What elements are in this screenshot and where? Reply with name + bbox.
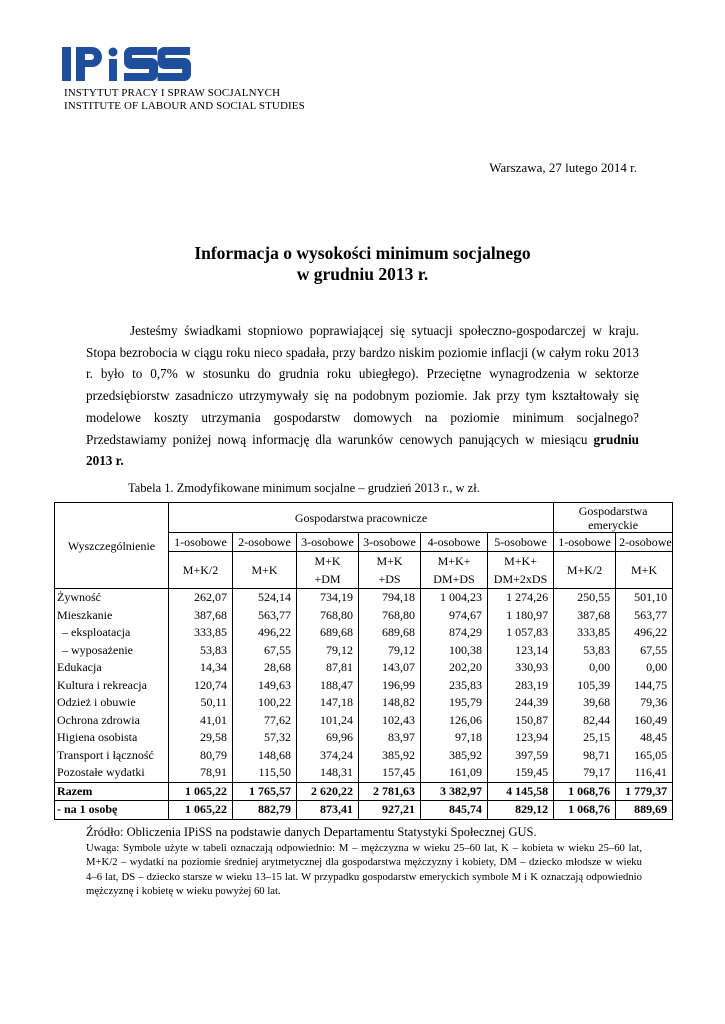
composition-line1: M+K (631, 563, 658, 577)
value-cell: 160,49 (616, 712, 673, 730)
composition-header-7 (554, 552, 616, 589)
composition-header-5 (421, 552, 488, 589)
value-cell: 4 145,58 (488, 782, 554, 801)
value-cell: 262,07 (169, 589, 233, 607)
composition-line2: DM+DS (433, 572, 475, 586)
size-header-7: 1-osobowe (554, 533, 616, 552)
value-cell: 3 382,97 (421, 782, 488, 801)
table-row (55, 801, 673, 820)
value-cell: 524,14 (233, 589, 297, 607)
institute-name-pl: INSTYTUT PRACY I SPRAW SOCJALNYCH (64, 87, 281, 99)
composition-header-1 (169, 552, 233, 589)
value-cell: 98,71 (554, 747, 616, 765)
value-cell: 143,07 (359, 659, 421, 677)
table-row (55, 677, 673, 695)
composition-line2: DM+2xDS (493, 572, 548, 586)
value-cell: 100,22 (233, 694, 297, 712)
value-cell: 385,92 (421, 747, 488, 765)
table-row (55, 694, 673, 712)
value-cell: 496,22 (233, 624, 297, 642)
value-cell: 79,36 (616, 694, 673, 712)
row-label: Odzież i obuwie (55, 694, 169, 712)
row-label: Pozostałe wydatki (55, 764, 169, 782)
value-cell: 100,38 (421, 642, 488, 660)
value-cell: 889,69 (616, 801, 673, 820)
group-workers-header: Gospodarstwa pracownicze (169, 503, 554, 533)
row-label: Edukacja (55, 659, 169, 677)
composition-line1: M+K+ (437, 554, 471, 568)
value-cell: 102,43 (359, 712, 421, 730)
value-cell: 374,24 (297, 747, 359, 765)
value-cell: 105,39 (554, 677, 616, 695)
value-cell: 126,06 (421, 712, 488, 730)
value-cell: 115,50 (233, 764, 297, 782)
size-header-1: 1-osobowe (169, 533, 233, 552)
value-cell: 48,45 (616, 729, 673, 747)
value-cell: 148,82 (359, 694, 421, 712)
value-cell: 501,10 (616, 589, 673, 607)
value-cell: 873,41 (297, 801, 359, 820)
value-cell: 496,22 (616, 624, 673, 642)
value-cell: 79,17 (554, 764, 616, 782)
value-cell: 144,75 (616, 677, 673, 695)
value-cell: 165,05 (616, 747, 673, 765)
composition-line2: +DS (378, 572, 401, 586)
table-row (55, 624, 673, 642)
table-note: Uwaga: Symbole użyte w tabeli oznaczają odpowiednio: M – mężczyzna w wieku 25–60 lat, K – kobieta w wieku 25–60 lat, M+K/2 – wydatki na poziomie średniej arytmetycznej dla gospodarstwa mężczyzny i kobiety, DM – dziecko młodsze w wieku 4–6 lat, DS – dziecko starsze w wieku 13–15 lat. W przypadku gospodarstw emeryckich symbole M i K oznaczają odpowiednio mężczyznę i kobietę w wieku powyżej 60 lat. (86, 842, 642, 897)
composition-line2: +DM (314, 572, 341, 586)
value-cell: 385,92 (359, 747, 421, 765)
value-cell: 1 765,57 (233, 782, 297, 801)
value-cell: 39,68 (554, 694, 616, 712)
table-row (55, 764, 673, 782)
row-label: - na 1 osobę (55, 801, 169, 820)
value-cell: 53,83 (554, 642, 616, 660)
value-cell: 83,97 (359, 729, 421, 747)
intro-bold-text: grudniu 2013 r. (86, 431, 639, 469)
value-cell: 689,68 (359, 624, 421, 642)
group-retirees-header: Gospodarstwa emeryckie (554, 503, 673, 533)
value-cell: 50,11 (169, 694, 233, 712)
minimum-table (54, 502, 673, 820)
composition-line1: M+K (251, 563, 278, 577)
composition-line1: M+K (376, 554, 403, 568)
value-cell: 768,80 (297, 607, 359, 625)
value-cell: 69,96 (297, 729, 359, 747)
value-cell: 387,68 (554, 607, 616, 625)
table-row (55, 782, 673, 801)
value-cell: 161,09 (421, 764, 488, 782)
value-cell: 148,68 (233, 747, 297, 765)
value-cell: 829,12 (488, 801, 554, 820)
value-cell: 53,83 (169, 642, 233, 660)
value-cell: 874,29 (421, 624, 488, 642)
row-label: Żywność (55, 589, 169, 607)
value-cell: 794,18 (359, 589, 421, 607)
institute-name-en: INSTITUTE OF LABOUR AND SOCIAL STUDIES (64, 100, 305, 112)
value-cell: 202,20 (421, 659, 488, 677)
value-cell: 78,91 (169, 764, 233, 782)
value-cell: 87,81 (297, 659, 359, 677)
value-cell: 1 057,83 (488, 624, 554, 642)
value-cell: 157,45 (359, 764, 421, 782)
value-cell: 1 068,76 (554, 782, 616, 801)
table-row (55, 642, 673, 660)
value-cell: 689,68 (297, 624, 359, 642)
value-cell: 2 620,22 (297, 782, 359, 801)
composition-header-6 (488, 552, 554, 589)
value-cell: 101,24 (297, 712, 359, 730)
value-cell: 927,21 (359, 801, 421, 820)
value-cell: 148,31 (297, 764, 359, 782)
value-cell: 14,34 (169, 659, 233, 677)
table-caption: Tabela 1. Zmodyfikowane minimum socjalne – grudzień 2013 r., w zł. (128, 481, 480, 495)
value-cell: 79,12 (297, 642, 359, 660)
composition-header-8 (616, 552, 673, 589)
value-cell: 397,59 (488, 747, 554, 765)
value-cell: 97,18 (421, 729, 488, 747)
table-row (55, 712, 673, 730)
value-cell: 41,01 (169, 712, 233, 730)
ipiss-logo (62, 45, 194, 83)
value-cell: 29,58 (169, 729, 233, 747)
document-title-line1: Informacja o wysokości minimum socjalnego (194, 243, 531, 263)
value-cell: 330,93 (488, 659, 554, 677)
value-cell: 82,44 (554, 712, 616, 730)
value-cell: 244,39 (488, 694, 554, 712)
value-cell: 387,68 (169, 607, 233, 625)
table-row (55, 607, 673, 625)
value-cell: 147,18 (297, 694, 359, 712)
value-cell: 116,41 (616, 764, 673, 782)
value-cell: 0,00 (554, 659, 616, 677)
value-cell: 57,32 (233, 729, 297, 747)
row-label: Razem (55, 782, 169, 801)
composition-line1: M+K+ (504, 554, 537, 568)
row-label: – eksploatacja (55, 624, 169, 642)
row-label: Mieszkanie (55, 607, 169, 625)
table-row (55, 589, 673, 607)
value-cell: 1 068,76 (554, 801, 616, 820)
value-cell: 563,77 (233, 607, 297, 625)
value-cell: 28,68 (233, 659, 297, 677)
size-header-4: 3-osobowe (359, 533, 421, 552)
value-cell: 845,74 (421, 801, 488, 820)
value-cell: 1 004,23 (421, 589, 488, 607)
value-cell: 1 274,26 (488, 589, 554, 607)
value-cell: 1 779,37 (616, 782, 673, 801)
value-cell: 563,77 (616, 607, 673, 625)
value-cell: 734,19 (297, 589, 359, 607)
value-cell: 768,80 (359, 607, 421, 625)
value-cell: 25,15 (554, 729, 616, 747)
value-cell: 1 180,97 (488, 607, 554, 625)
value-cell: 123,14 (488, 642, 554, 660)
value-cell: 196,99 (359, 677, 421, 695)
value-cell: 0,00 (616, 659, 673, 677)
row-label: Ochrona zdrowia (55, 712, 169, 730)
document-title-line2: w grudniu 2013 r. (296, 264, 429, 284)
value-cell: 250,55 (554, 589, 616, 607)
value-cell: 120,74 (169, 677, 233, 695)
document-date: Warszawa, 27 lutego 2014 r. (489, 160, 637, 175)
value-cell: 2 781,63 (359, 782, 421, 801)
table-source: Źródło: Obliczenia IPiSS na podstawie danych Departamentu Statystyki Społecznej GUS. (86, 825, 537, 839)
value-cell: 1 065,22 (169, 801, 233, 820)
composition-header-2 (233, 552, 297, 589)
value-cell: 283,19 (488, 677, 554, 695)
value-cell: 77,62 (233, 712, 297, 730)
value-cell: 149,63 (233, 677, 297, 695)
value-cell: 333,85 (554, 624, 616, 642)
value-cell: 974,67 (421, 607, 488, 625)
composition-header-3 (297, 552, 359, 589)
composition-line1: M+K/2 (182, 563, 219, 577)
composition-line1: M+K/2 (566, 563, 603, 577)
size-header-8: 2-osobowe (616, 533, 673, 552)
value-cell: 235,83 (421, 677, 488, 695)
row-label: Higiena osobista (55, 729, 169, 747)
value-cell: 333,85 (169, 624, 233, 642)
table-row (55, 729, 673, 747)
size-header-3: 3-osobowe (297, 533, 359, 552)
table-row (55, 747, 673, 765)
size-header-5: 4-osobowe (421, 533, 488, 552)
value-cell: 195,79 (421, 694, 488, 712)
value-cell: 159,45 (488, 764, 554, 782)
value-cell: 80,79 (169, 747, 233, 765)
size-header-6: 5-osobowe (488, 533, 554, 552)
value-cell: 79,12 (359, 642, 421, 660)
row-label: Kultura i rekreacja (55, 677, 169, 695)
table-row (55, 659, 673, 677)
composition-header-4 (359, 552, 421, 589)
value-cell: 67,55 (616, 642, 673, 660)
composition-line1: M+K (314, 554, 341, 568)
intro-paragraph (86, 320, 639, 472)
value-cell: 1 065,22 (169, 782, 233, 801)
row-label: Transport i łączność (55, 747, 169, 765)
row-label: – wyposażenie (55, 642, 169, 660)
value-cell: 882,79 (233, 801, 297, 820)
value-cell: 188,47 (297, 677, 359, 695)
row-header-cell: Wyszczególnienie (55, 503, 169, 589)
size-header-2: 2-osobowe (233, 533, 297, 552)
value-cell: 123,94 (488, 729, 554, 747)
intro-text: Jesteśmy świadkami stopniowo poprawiającej się sytuacji społeczno-gospodarczej w kraju. Stopa bezrobocia w ciągu roku nieco spadała, przy bardzo niskim poziomie inflacji (w całym roku 2013 r. było to 0,7% w stosunku do grudnia roku ubiegłego). Przeciętne wynagrodzenia w sektorze przedsiębiorstw zasadniczo utrzymywały się na podobnym poziomie. Jak przy tym kształtowały się modelowe koszty utrzymania gospodarstw domowych na poziomie minimum socjalnego? Przedstawiamy poniżej nową informację dla warunków cenowych panujących w miesiącu (86, 323, 639, 447)
value-cell: 67,55 (233, 642, 297, 660)
value-cell: 150,87 (488, 712, 554, 730)
